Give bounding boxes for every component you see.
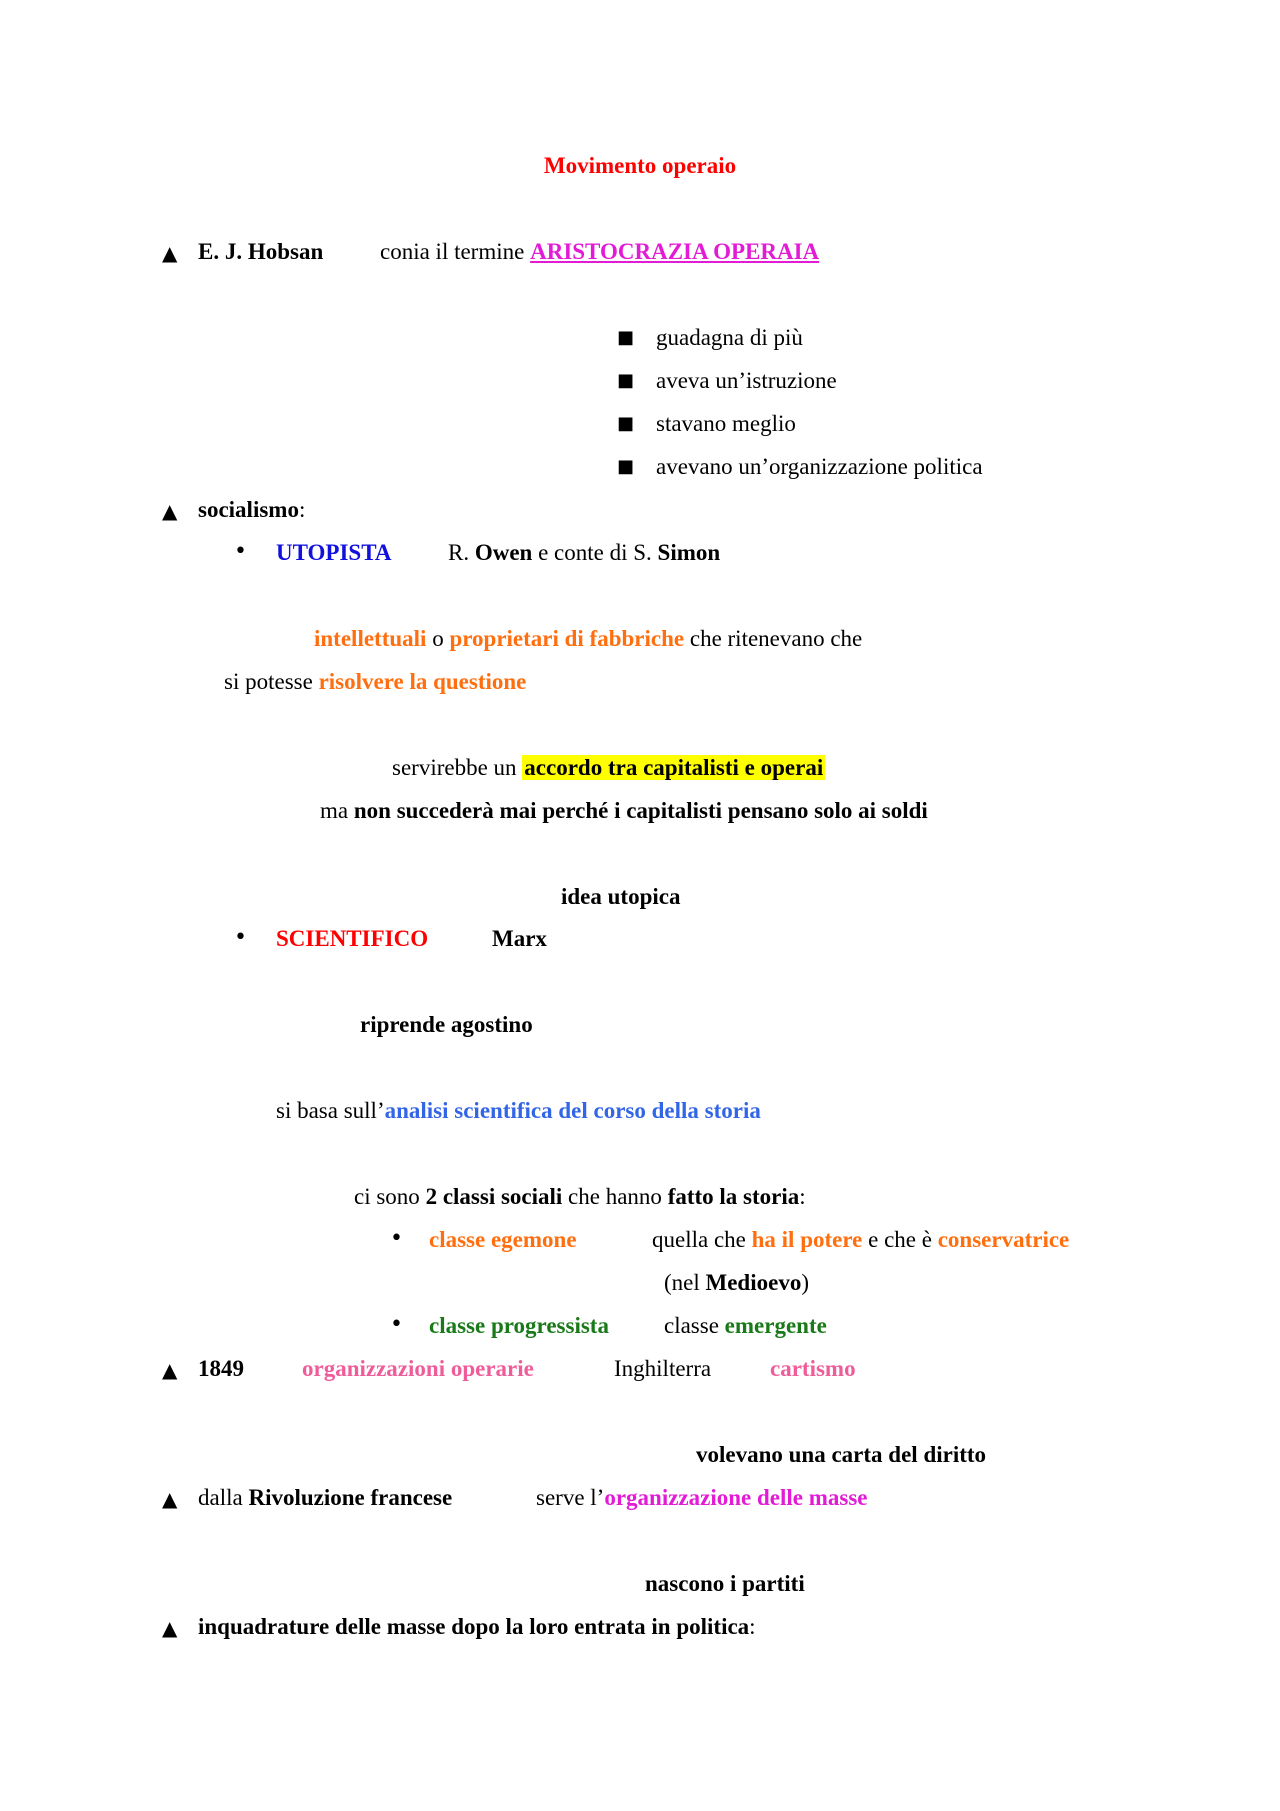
- marx-name: Marx: [492, 926, 547, 951]
- triangle-bullet-icon: ▲: [162, 499, 178, 523]
- hobsan-name: E. J. Hobsan: [198, 239, 324, 264]
- conte-text: e conte di S.: [538, 540, 652, 565]
- square-bullet-icon: ■: [617, 370, 635, 391]
- e-che-text: e che è: [868, 1227, 932, 1252]
- organizzazione-masse: organizzazione delle masse: [604, 1485, 868, 1510]
- bullet-icon: •: [390, 1312, 403, 1337]
- servirebbe-text: servirebbe un: [392, 755, 517, 780]
- triangle-bullet-icon: ▲: [162, 1616, 178, 1640]
- egemone-desc: [652, 1226, 1069, 1254]
- analisi-text: analisi scientifica del corso della storia: [384, 1098, 761, 1123]
- bullet-icon: •: [234, 925, 247, 950]
- progressista-label-line: [429, 1312, 609, 1340]
- dalla-text: dalla: [198, 1485, 243, 1510]
- list-item: avevano un’organizzazione politica: [656, 454, 983, 479]
- owen-initial: R.: [448, 540, 470, 565]
- serve-line: [536, 1484, 868, 1512]
- bullet-icon: •: [390, 1226, 403, 1251]
- progressista-desc: [664, 1312, 827, 1340]
- intellettuali-line: [314, 625, 862, 653]
- classi-text: 2 classi sociali: [425, 1184, 563, 1209]
- rivoluzione-line: [198, 1484, 452, 1512]
- egemone-label-line: [429, 1226, 577, 1254]
- list-item: guadagna di più: [656, 325, 803, 350]
- triangle-bullet-icon: ▲: [162, 1487, 178, 1511]
- hobsan-conia: conia il termine: [380, 239, 525, 264]
- year-1849: 1849: [198, 1356, 244, 1381]
- hobsan-line: [198, 238, 323, 266]
- fatto-storia-text: fatto la storia: [667, 1184, 800, 1209]
- inquadrature-colon: :: [749, 1614, 756, 1639]
- scientifico-label-line: [276, 925, 428, 953]
- simon-name: Simon: [657, 540, 721, 565]
- ci-sono-text: ci sono: [354, 1184, 420, 1209]
- classe-text: classe: [664, 1313, 719, 1338]
- intellettuali-text: intellettuali: [314, 626, 427, 651]
- servirebbe-line: [392, 754, 825, 782]
- organizzazioni-operarie: organizzazioni operarie: [302, 1356, 534, 1381]
- medioevo-close: ): [801, 1270, 809, 1295]
- si-potesse-text: si potesse: [224, 669, 313, 694]
- bullet-icon: •: [234, 539, 247, 564]
- conservatrice-text: conservatrice: [937, 1227, 1070, 1252]
- ritenevano-text: che ritenevano che: [689, 626, 863, 651]
- progressista-label: classe progressista: [429, 1313, 609, 1338]
- scientifico-label: SCIENTIFICO: [276, 926, 429, 951]
- cartismo: cartismo: [770, 1356, 856, 1381]
- risolvere-line: [224, 668, 526, 696]
- nascono-partiti: nascono i partiti: [645, 1571, 805, 1596]
- list-item: aveva un’istruzione: [656, 368, 837, 393]
- riprende-agostino: riprende agostino: [360, 1012, 533, 1037]
- medioevo-line: [664, 1269, 809, 1297]
- page-title: Movimento operaio: [543, 153, 737, 178]
- aristocrazia-term: ARISTOCRAZIA OPERAIA: [530, 239, 820, 264]
- medioevo-text: Medioevo: [705, 1270, 802, 1295]
- emergente-text: emergente: [724, 1313, 827, 1338]
- inghilterra: Inghilterra: [614, 1356, 712, 1381]
- square-bullet-icon: ■: [617, 456, 635, 477]
- socialismo-label: socialismo: [198, 497, 299, 522]
- serve-text: serve l’: [536, 1485, 605, 1510]
- square-bullet-icon: ■: [617, 327, 635, 348]
- risolvere-text: risolvere la questione: [318, 669, 527, 694]
- si-basa-text: si basa sull’: [276, 1098, 385, 1123]
- list-item: stavano meglio: [656, 411, 796, 436]
- inquadrature-line: [198, 1613, 756, 1641]
- non-succedera-text: non succederà mai perché i capitalisti pensano solo ai soldi: [353, 798, 928, 823]
- inquadrature-text: inquadrature delle masse dopo la loro entrata in politica: [198, 1614, 750, 1639]
- classi-line: [354, 1183, 806, 1211]
- carta-diritto: volevano una carta del diritto: [696, 1442, 987, 1467]
- o-text: o: [432, 626, 444, 651]
- proprietari-text: proprietari di fabbriche: [449, 626, 685, 651]
- hobsan-text: [380, 238, 819, 266]
- owen-name: Owen: [474, 540, 533, 565]
- rivoluzione-text: Rivoluzione francese: [248, 1485, 453, 1510]
- che-hanno-text: che hanno: [568, 1184, 662, 1209]
- ha-potere-text: ha il potere: [751, 1227, 863, 1252]
- egemone-label: classe egemone: [429, 1227, 577, 1252]
- idea-utopica: idea utopica: [561, 884, 681, 909]
- socialismo-colon: :: [298, 497, 306, 522]
- utopista-label: UTOPISTA: [276, 540, 392, 565]
- utopista-authors: [448, 539, 720, 567]
- quella-che-text: quella che: [652, 1227, 746, 1252]
- socialismo-heading: [198, 496, 305, 524]
- accordo-highlight: accordo tra capitalisti e operai: [524, 755, 824, 780]
- ma-text: ma: [320, 798, 349, 823]
- non-succedera-line: [320, 797, 928, 825]
- nel-text: (nel: [664, 1270, 700, 1295]
- analisi-line: [276, 1097, 761, 1125]
- classi-colon: :: [799, 1184, 806, 1209]
- triangle-bullet-icon: ▲: [162, 1358, 178, 1382]
- triangle-bullet-icon: ▲: [162, 241, 178, 265]
- utopista-label-line: [276, 539, 391, 567]
- square-bullet-icon: ■: [617, 413, 635, 434]
